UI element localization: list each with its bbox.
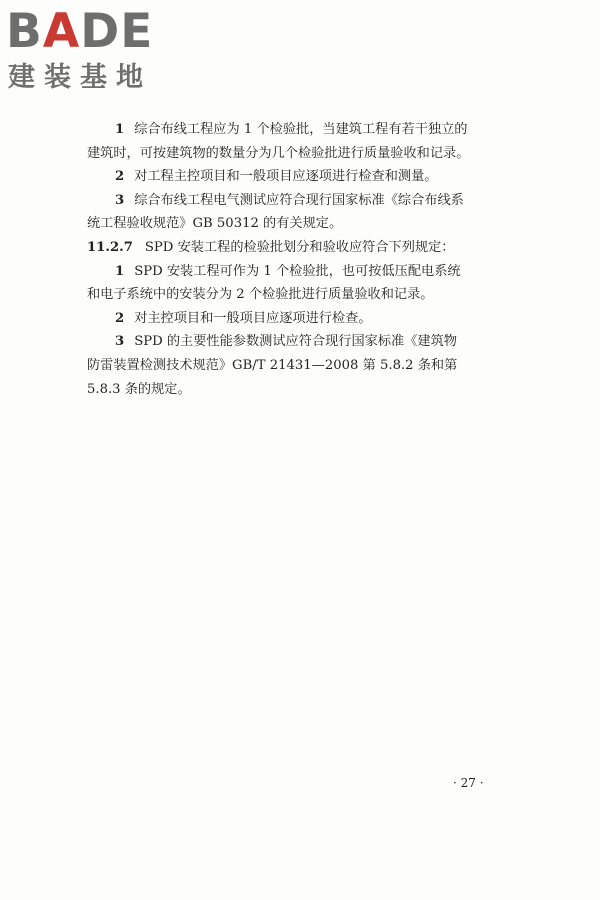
paragraph-continuation bbox=[87, 378, 507, 402]
paragraph-line: 统工程验收规范》GB 50312 的有关规定。 bbox=[87, 216, 343, 232]
logo-letters-de: DE bbox=[80, 4, 154, 59]
body-text bbox=[87, 118, 507, 401]
item-number: 3 bbox=[115, 192, 125, 208]
paragraph-line: 对工程主控项目和一般项目应逐项进行检查和测量。 bbox=[134, 169, 438, 185]
item-number: 2 bbox=[115, 310, 125, 326]
paragraph-line: 对主控项目和一般项目应逐项进行检查。 bbox=[134, 310, 372, 326]
item-number: 1 bbox=[115, 263, 125, 279]
clause-heading bbox=[87, 236, 507, 260]
logo-letter-a-accent: A bbox=[42, 4, 81, 59]
item-number: 1 bbox=[115, 122, 125, 137]
paragraph-continuation bbox=[87, 283, 507, 307]
logo-letter-b: B bbox=[6, 4, 43, 59]
bade-logo bbox=[6, 4, 176, 96]
paragraph-line: 综合布线工程应为 1 个检验批，当建筑工程有若干独立的 bbox=[134, 122, 468, 137]
clause-number: 11.2.7 bbox=[87, 239, 133, 255]
page-number: · 27 · bbox=[453, 776, 484, 790]
paragraph-line: SPD 的主要性能参数测试应符合现行国家标准《建筑物 bbox=[134, 334, 457, 350]
item-number: 2 bbox=[115, 169, 125, 185]
logo-wordmark bbox=[6, 4, 153, 60]
paragraph-line: 防雷装置检测技术规范》GB/T 21431—2008 第 5.8.2 条和第 bbox=[87, 357, 458, 373]
paragraph-item-2 bbox=[87, 307, 507, 331]
paragraph-item-2 bbox=[87, 165, 507, 189]
paragraph-item-3 bbox=[87, 189, 507, 213]
paragraph-line: 和电子系统中的安装分为 2 个检验批进行质量验收和记录。 bbox=[87, 287, 434, 303]
logo-chinese-text: 建装基地 bbox=[8, 62, 152, 93]
paragraph-item-1 bbox=[87, 118, 507, 142]
item-number: 3 bbox=[115, 334, 125, 350]
paragraph-line: 综合布线工程电气测试应符合现行国家标准《综合布线系 bbox=[134, 192, 464, 208]
paragraph-continuation bbox=[87, 354, 507, 378]
paragraph-continuation bbox=[87, 142, 507, 166]
paragraph-line: 建筑时，可按建筑物的数量分为几个检验批进行质量验收和记录。 bbox=[87, 145, 470, 161]
paragraph-item-1 bbox=[87, 260, 507, 284]
paragraph-item-3 bbox=[87, 330, 507, 354]
clause-text: SPD 安装工程的检验批划分和验收应符合下列规定： bbox=[144, 239, 455, 255]
paragraph-continuation bbox=[87, 212, 507, 236]
paragraph-line: SPD 安装工程可作为 1 个检验批，也可按低压配电系统 bbox=[134, 263, 461, 279]
paragraph-line: 5.8.3 条的规定。 bbox=[87, 381, 191, 397]
